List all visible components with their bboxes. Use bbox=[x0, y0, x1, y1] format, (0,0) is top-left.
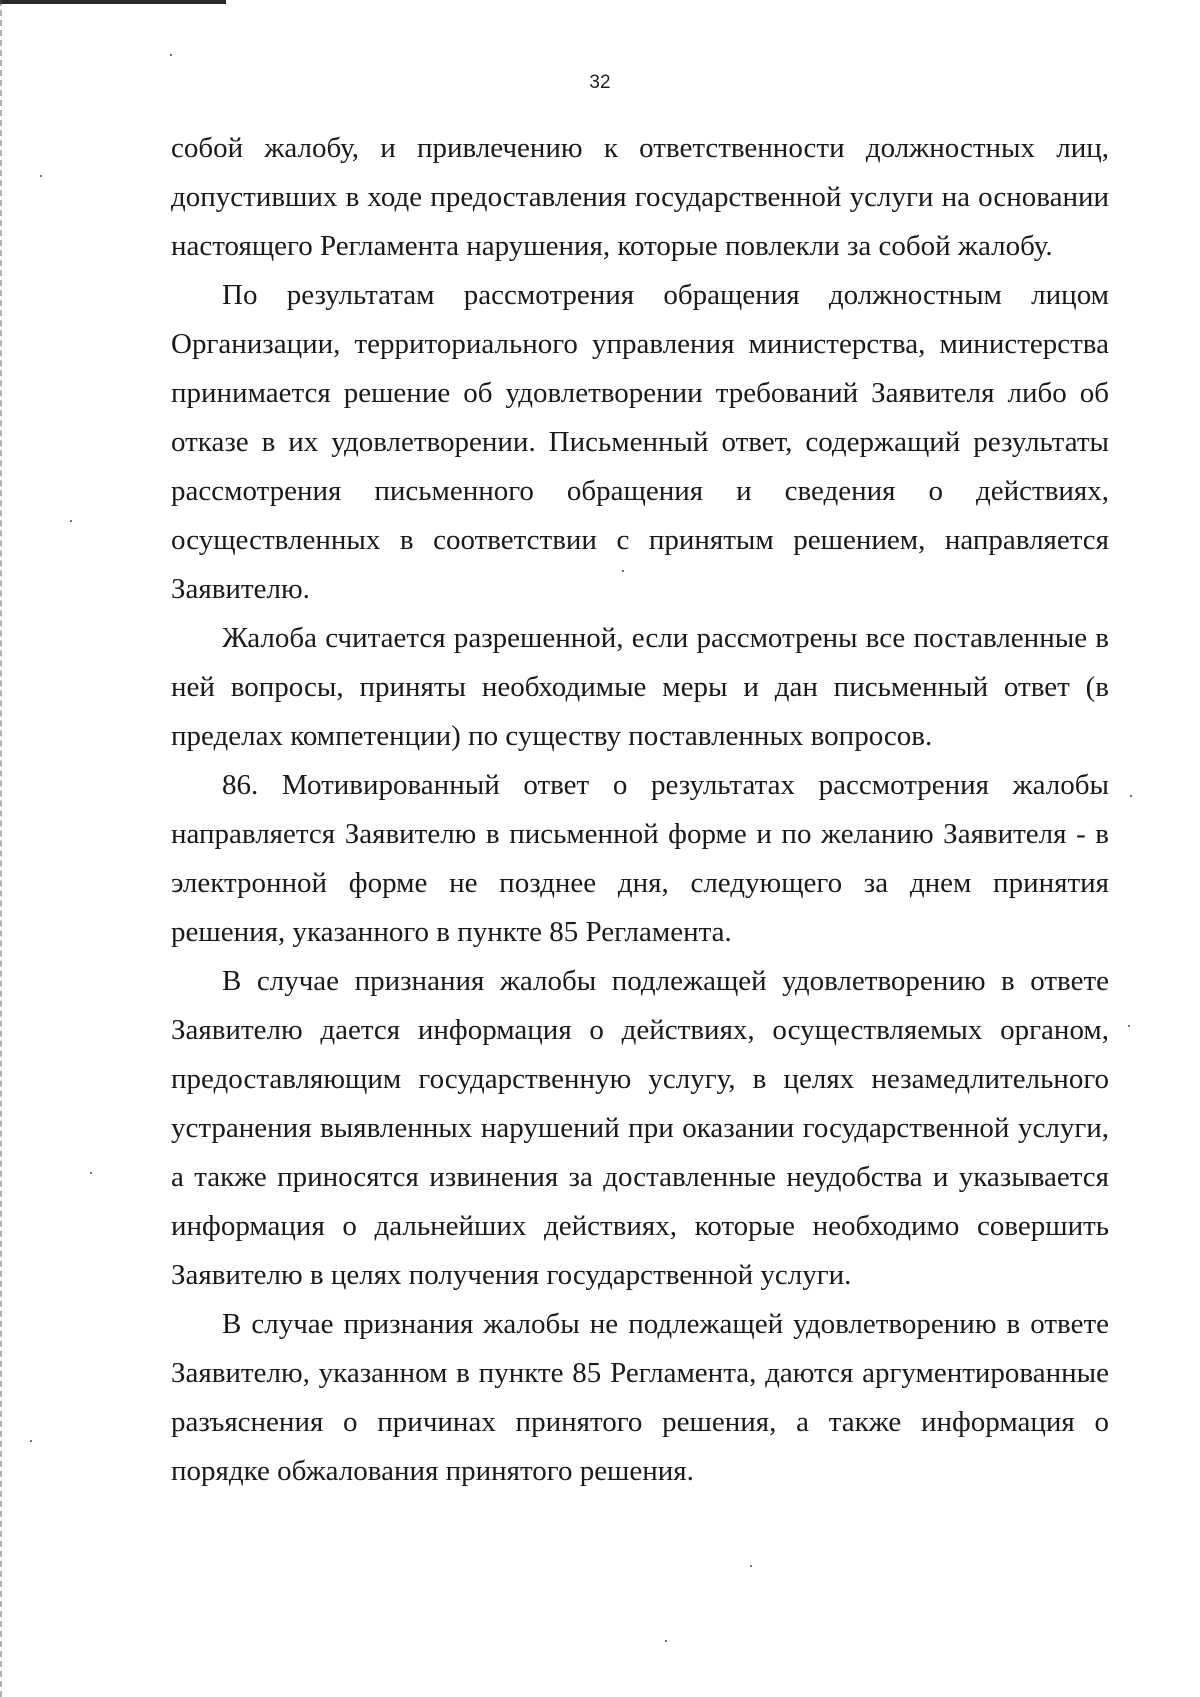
scan-speck bbox=[750, 1565, 752, 1567]
scan-speck bbox=[1128, 1025, 1130, 1027]
scan-speck bbox=[40, 175, 42, 177]
page-number: 32 bbox=[589, 72, 611, 93]
scan-speck bbox=[30, 1440, 32, 1442]
paragraph-continuation: собой жалобу, и привлечению к ответственности должностных лиц, допустивших в ходе предоставления государственной услуги на основании настоящего Регламента нарушения, которые повлекли за собой жалобу. bbox=[171, 132, 1109, 262]
scan-artifact-bar bbox=[0, 0, 226, 4]
scan-speck bbox=[1130, 795, 1132, 797]
document-body bbox=[171, 124, 1109, 1496]
paragraph-item-86: 86. Мотивированный ответ о результатах рассмотрения жалобы направляется Заявителю в письменной форме и по желанию Заявителя - в электронной форме не позднее дня, следующего за днем принятия решения, указанного в пункте 85 Регламента. bbox=[171, 769, 1109, 948]
scan-artifact-edge bbox=[0, 0, 4, 1697]
scan-speck bbox=[170, 54, 172, 56]
paragraph: В случае признания жалобы не подлежащей удовлетворению в ответе Заявителю, указанном в пункте 85 Регламента, даются аргументированные разъяснения о причинах принятого решения, а также информация о порядке обжалования принятого решения. bbox=[171, 1308, 1109, 1487]
scan-speck bbox=[70, 520, 72, 522]
scan-speck bbox=[665, 1640, 667, 1642]
paragraph: По результатам рассмотрения обращения должностным лицом Организации, территориального управления министерства, министерства принимается решение об удовлетворении требований Заявителя либо об отказе в их удовлетворении. Письменный ответ, содержащий результаты рассмотрения письменного обращения и сведения о действиях, осуществленных в соответствии с принятым решением, направляется Заявителю. bbox=[171, 279, 1109, 605]
paragraph: В случае признания жалобы подлежащей удовлетворению в ответе Заявителю дается информация о действиях, осуществляемых органом, предоставляющим государственную услугу, в целях незамедлительного устранения выявленных нарушений при оказании государственной услуги, а также приносятся извинения за доставленные неудобства и указывается информация о дальнейших действиях, которые необходимо совершить Заявителю в целях получения государственной услуги. bbox=[171, 965, 1109, 1291]
paragraph: Жалоба считается разрешенной, если рассмотрены все поставленные в ней вопросы, приняты необходимые меры и дан письменный ответ (в пределах компетенции) по существу поставленных вопросов. bbox=[171, 622, 1109, 752]
scan-speck bbox=[622, 570, 624, 572]
scan-speck bbox=[90, 1172, 92, 1174]
